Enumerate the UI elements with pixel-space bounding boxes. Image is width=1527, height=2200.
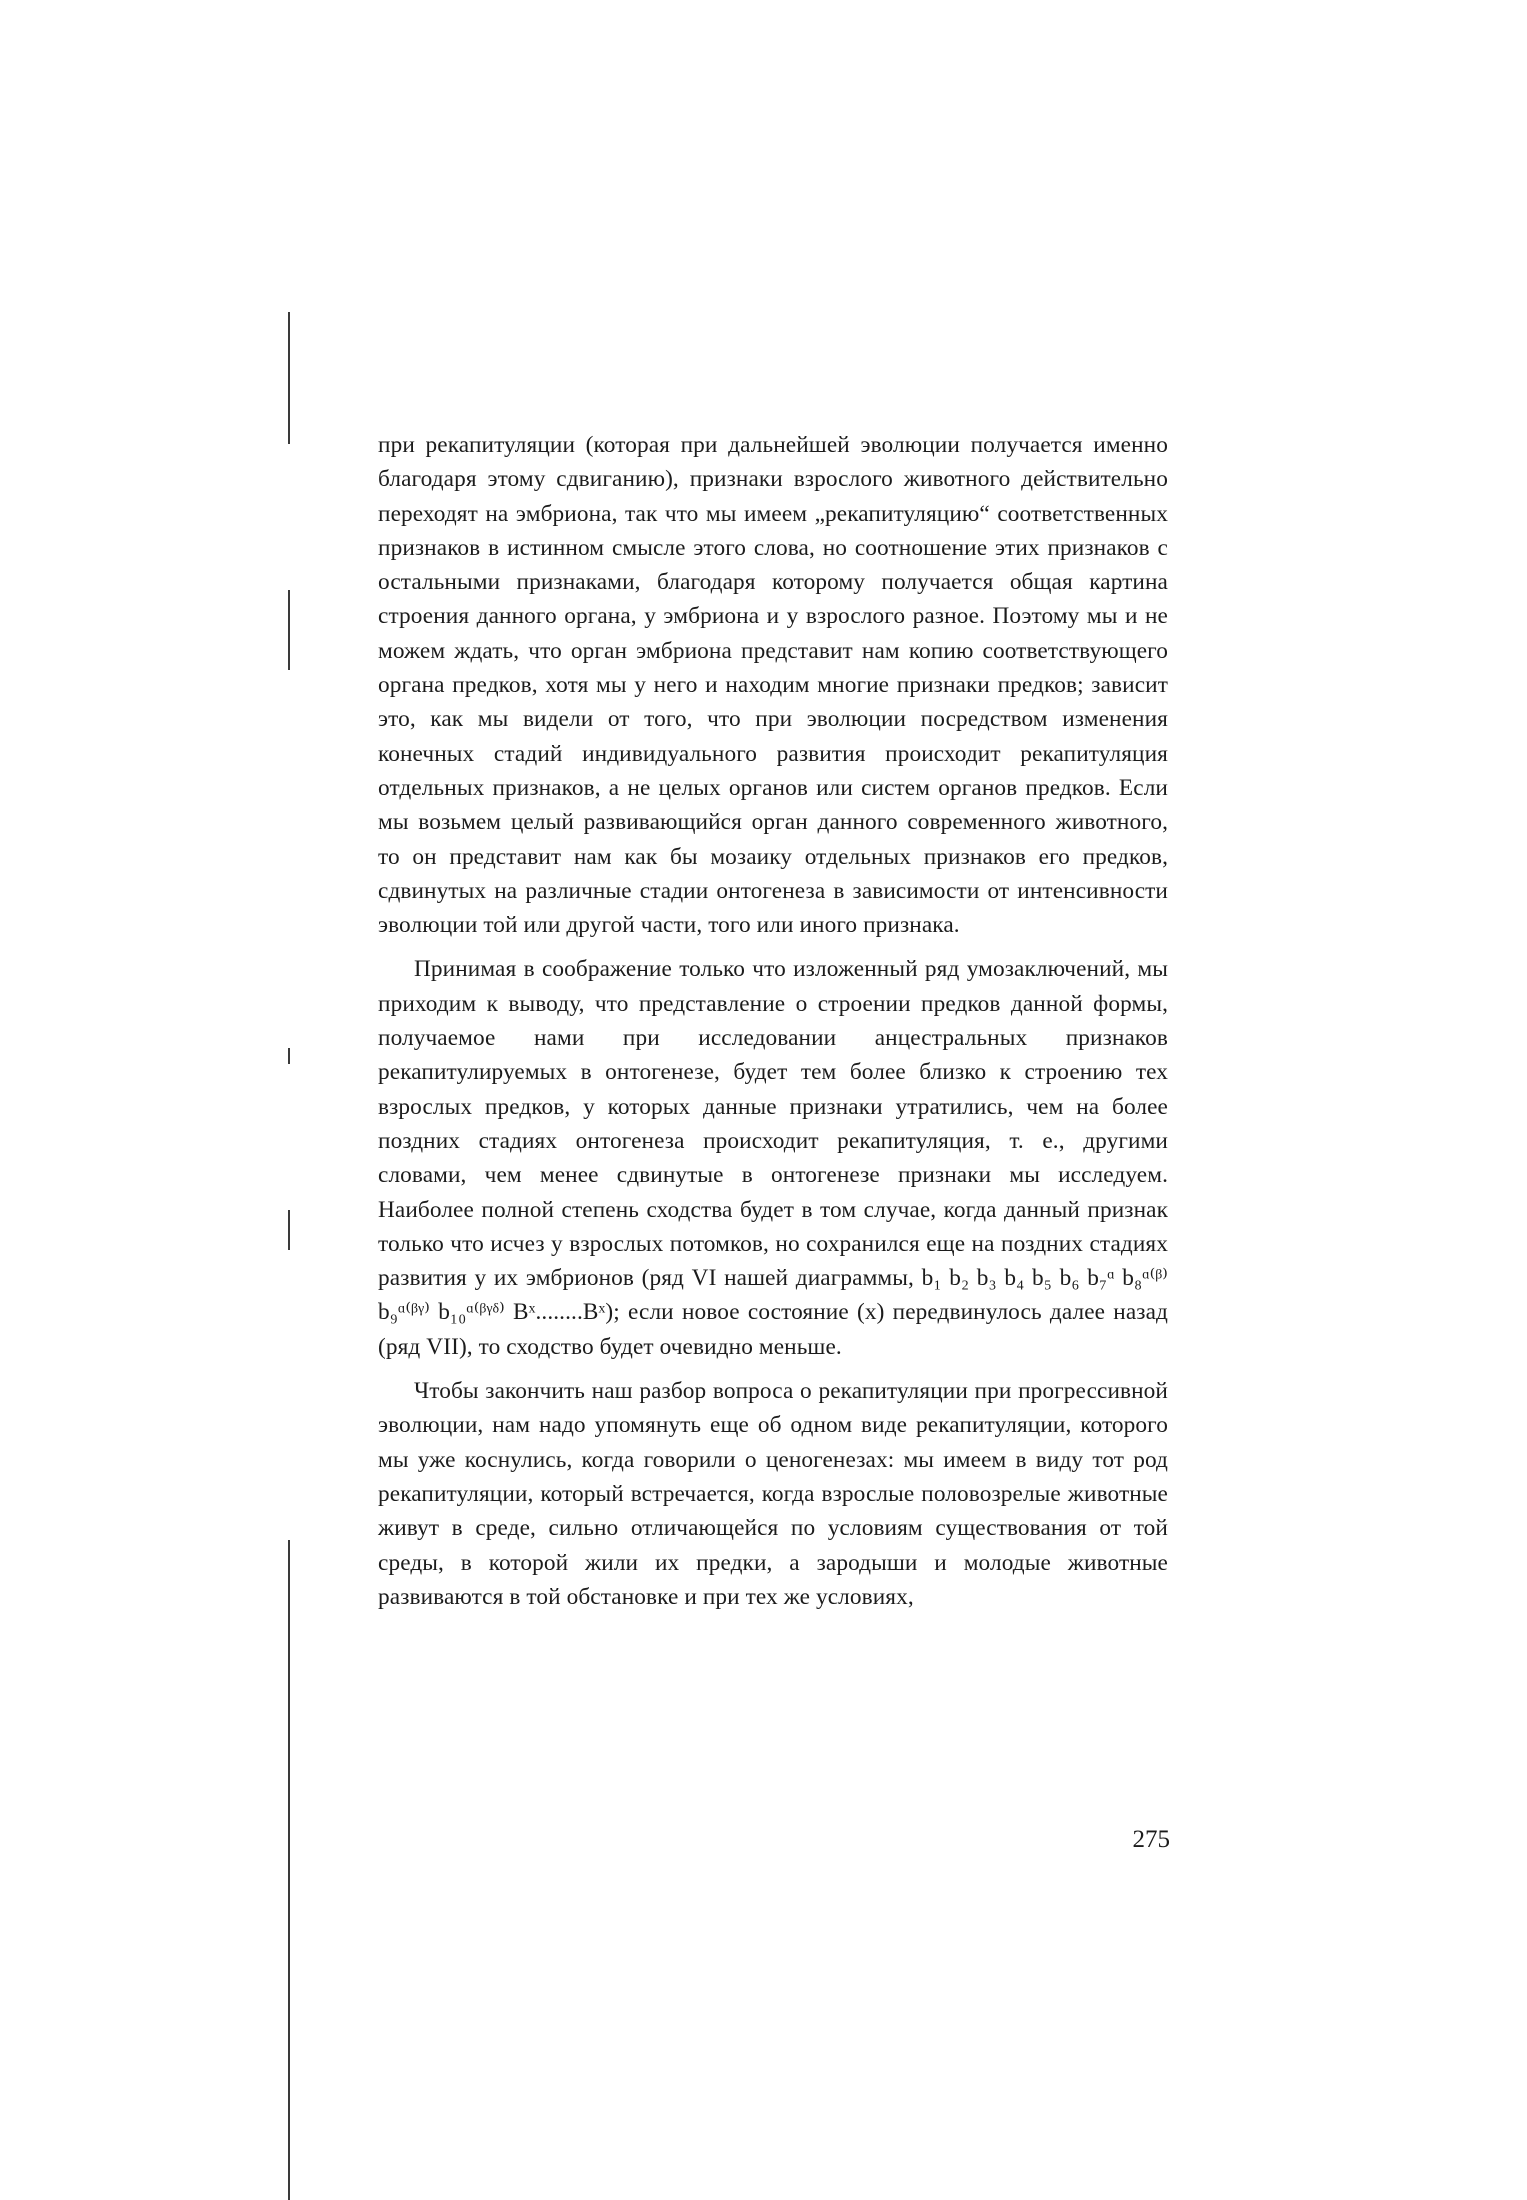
margin-rule [288,1210,290,1250]
margin-rule [288,1540,290,2200]
page-body [378,428,1168,1614]
paragraph-2: Принимая в соображение только что изложенный ряд умозаключений, мы приходим к выводу, что представление о строении предков данной формы, получаемое нами при исследовании анцестральных признаков рекапитулируемых в онтогенезе, будет тем более близко к строению тех взрослых предков, у которых данные признаки утратились, чем на более поздних стадиях онтогенеза происходит рекапитуляция, т. е., другими словами, чем менее сдвинутые в онтогенезе признаки мы исследуем. Наиболее полной степень сходства будет в том случае, когда данный признак только что исчез у взрослых потомков, но сохранился еще на поздних стадиях развития у их эмбрионов (ряд VI нашей диаграммы, b₁ b₂ b₃ b₄ b₅ b₆ b₇ᵅ b₈ᵅ⁽ᵝ⁾ b₉ᵅ⁽ᵝᵞ⁾ b₁₀ᵅ⁽ᵝᵞᵟ⁾ Bˣ........Bˣ); если новое состояние (x) передвинулось далее назад (ряд VII), то сходство будет очевидно меньше. [378,956,1168,1360]
margin-rule [288,1048,290,1064]
paragraph-3: Чтобы закончить наш разбор вопроса о рекапитуляции при прогрессивной эволюции, нам надо упомянуть еще об одном виде рекапитуляции, которого мы уже коснулись, когда говорили о ценогенезах: мы имеем в виду тот род рекапитуляции, который встречается, когда взрослые половозрелые животные живут в среде, сильно отличающейся по условиям существования от той среды, в которой жили их предки, а зародыши и молодые животные развиваются в той обстановке и при тех же условиях, [378,1378,1168,1610]
margin-rule [288,312,290,444]
page-number: 275 [1132,1826,1170,1853]
paragraph-1: при рекапитуляции (которая при дальнейшей эволюции получается именно благодаря этому сдвиганию), признаки взрослого животного действительно переходят на эмбриона, так что мы имеем „рекапитуляцию“ соответственных признаков в истинном смысле этого слова, но соотношение этих признаков с остальными признаками, благодаря которому получается общая картина строения данного органа, у эмбриона и у взрослого разное. Поэтому мы и не можем ждать, что орган эмбриона представит нам копию соответствующего органа предков, хотя мы у него и находим многие признаки предков; зависит это, как мы видели от того, что при эволюции посредством изменения конечных стадий индивидуального развития происходит рекапитуляция отдельных признаков, а не целых органов или систем органов предков. Если мы возьмем целый развивающийся орган данного современного животного, то он представит нам как бы мозаику отдельных признаков его предков, сдвинутых на различные стадии онтогенеза в зависимости от интенсивности эволюции той или другой части, того или иного признака. [378,432,1168,939]
margin-rule [288,590,290,670]
